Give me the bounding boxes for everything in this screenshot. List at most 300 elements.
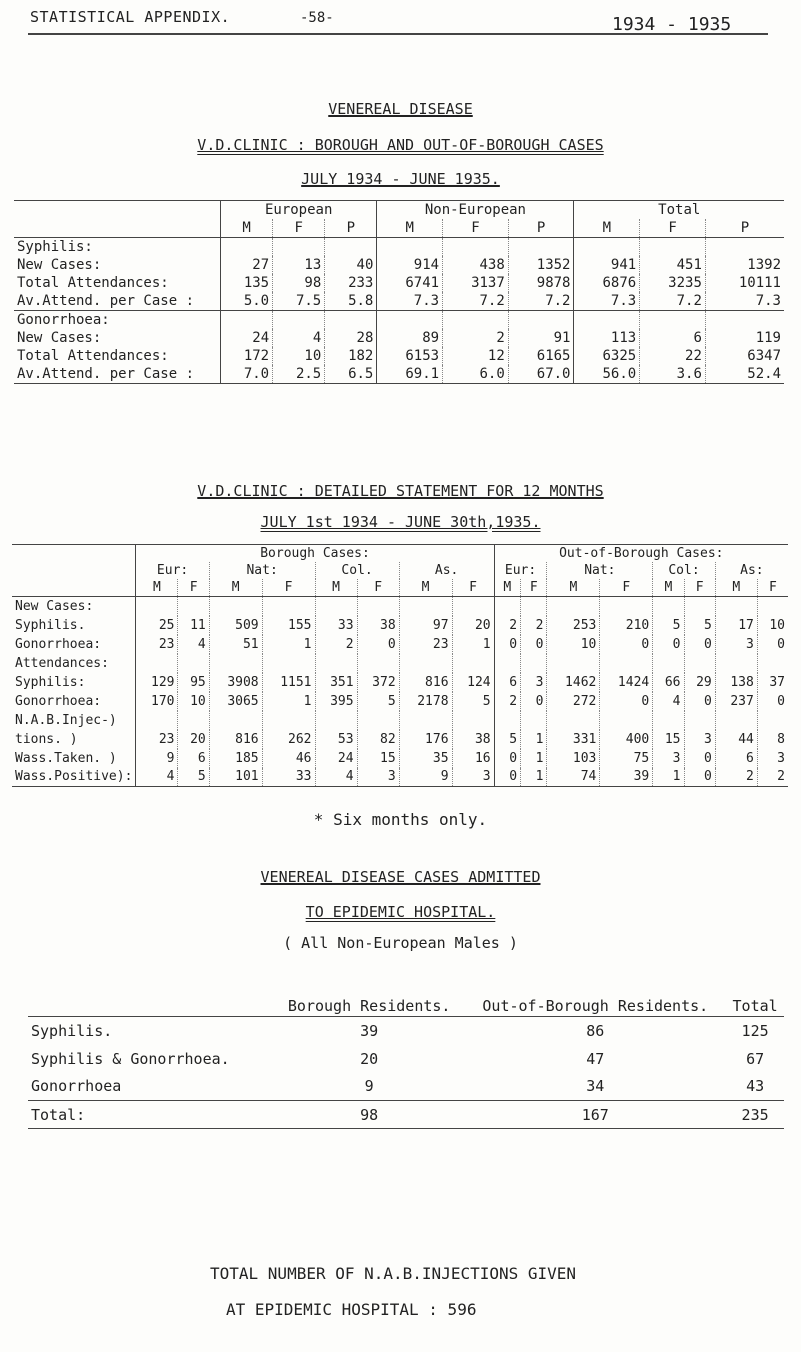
- col-header: Total: [732, 997, 778, 1015]
- table-cell: 53: [315, 730, 357, 749]
- table-cell: 74: [547, 768, 600, 787]
- table-cell: [521, 711, 547, 730]
- table-cell: 3: [777, 750, 785, 766]
- table-cell: 5: [653, 616, 684, 635]
- table-cell: 3065: [209, 692, 262, 711]
- table-cell: 3137: [443, 274, 509, 292]
- admitted-subtitle: ( All Non-European Males ): [283, 934, 518, 952]
- table-cell: 1: [262, 635, 315, 654]
- table-row: [12, 730, 788, 749]
- table-cell: 22: [640, 347, 706, 365]
- table-cell: [273, 311, 325, 330]
- table-cell: 10: [547, 635, 600, 654]
- table-cell: 24: [315, 749, 357, 768]
- table-cell: 6: [640, 329, 706, 347]
- table-cell: 56.0: [574, 365, 640, 384]
- table-row: [14, 274, 784, 292]
- row-label: Wass.Positive):: [12, 768, 136, 787]
- table-cell: [574, 311, 640, 330]
- table-cell: [757, 597, 788, 616]
- table-row: [14, 292, 784, 311]
- table-cell: 5.8: [325, 292, 377, 311]
- sex-header: F: [357, 579, 399, 597]
- table-cell: 0: [777, 693, 785, 709]
- sub-header: M: [221, 219, 273, 238]
- table-cell: [178, 654, 209, 673]
- group-header: European: [221, 201, 377, 220]
- table-cell: 6741: [377, 274, 443, 292]
- table-cell: 67.0: [508, 365, 574, 384]
- table-cell: [757, 711, 788, 730]
- row-label: Gonorrhoea:: [12, 635, 136, 654]
- table-cell: 2: [521, 616, 547, 635]
- sex-header: F: [600, 579, 653, 597]
- table-cell: [357, 654, 399, 673]
- table-cell: [600, 711, 653, 730]
- table-cell: 15: [357, 749, 399, 768]
- table-cell: 5: [684, 616, 715, 635]
- injections-total-label: TOTAL NUMBER OF N.A.B.INJECTIONS GIVEN: [210, 1264, 577, 1283]
- table-cell: 10: [273, 347, 325, 365]
- clinic-title: V.D.CLINIC : BOROUGH AND OUT-OF-BOROUGH CASES: [197, 136, 604, 154]
- row-label: Wass.Taken. ): [12, 749, 136, 768]
- table-cell: 34: [586, 1077, 605, 1096]
- table-cell: 135: [221, 274, 273, 292]
- table-cell: [494, 711, 520, 730]
- table-cell: [136, 711, 178, 730]
- table-cell: 7.2: [640, 292, 706, 311]
- table-row: [12, 616, 788, 635]
- table-cell: 33: [315, 616, 357, 635]
- table-cell: [508, 311, 574, 330]
- table-cell: 17: [715, 616, 757, 635]
- table-row: [12, 711, 788, 730]
- sub-header: F: [443, 219, 509, 238]
- table-cell: [508, 238, 574, 257]
- sex-header: M: [715, 579, 757, 597]
- table-cell: 0: [600, 635, 653, 654]
- table-cell: 5: [494, 730, 520, 749]
- row-label: Syphilis.: [31, 1021, 113, 1040]
- table-cell: 98: [273, 274, 325, 292]
- table-cell: [547, 711, 600, 730]
- table-cell: 438: [443, 256, 509, 274]
- table-cell: 0: [494, 768, 520, 787]
- table-cell: [273, 238, 325, 257]
- appendix-header: STATISTICAL APPENDIX.: [30, 8, 231, 26]
- injections-total-value: AT EPIDEMIC HOSPITAL : 596: [226, 1300, 477, 1319]
- row-label: Attendances:: [12, 654, 136, 673]
- table-row: [12, 692, 788, 711]
- table-cell: [315, 597, 357, 616]
- table-cell: [452, 654, 494, 673]
- table-cell: 47: [586, 1049, 605, 1068]
- footnote: * Six months only.: [313, 810, 488, 829]
- table-cell: 6325: [574, 347, 640, 365]
- table-cell: 0: [684, 692, 715, 711]
- table-cell: 44: [715, 730, 757, 749]
- sex-header: F: [521, 579, 547, 597]
- table-cell: 6.5: [325, 365, 377, 384]
- table-cell: 46: [262, 749, 315, 768]
- table-row: [28, 1101, 784, 1129]
- table-cell: [684, 654, 715, 673]
- table-cell: 170: [136, 692, 178, 711]
- table-cell: 6153: [377, 347, 443, 365]
- sex-header: M: [209, 579, 262, 597]
- admitted-title: VENEREAL DISEASE CASES ADMITTED: [260, 868, 541, 886]
- table-cell: 86: [586, 1021, 605, 1040]
- sub-header: M: [574, 219, 640, 238]
- table-cell: 129: [136, 673, 178, 692]
- table-cell: 2: [315, 635, 357, 654]
- table-cell: 233: [325, 274, 377, 292]
- table-cell: 0: [494, 749, 520, 768]
- table-cell: [315, 711, 357, 730]
- table-row: [14, 347, 784, 365]
- sex-header: M: [653, 579, 684, 597]
- table-cell: [262, 711, 315, 730]
- table-cell: 67: [746, 1049, 765, 1068]
- table-cell: [452, 597, 494, 616]
- table-cell: 167: [581, 1105, 609, 1124]
- table-cell: [136, 597, 178, 616]
- row-label: Syphilis.: [12, 616, 136, 635]
- table-cell: 38: [452, 730, 494, 749]
- page-number: -58-: [300, 10, 334, 26]
- table-cell: 7.2: [508, 292, 574, 311]
- row-label: New Cases:: [14, 329, 221, 347]
- table-cell: 816: [209, 730, 262, 749]
- table-row: [28, 1017, 784, 1045]
- table-cell: 4: [178, 635, 209, 654]
- table-cell: [600, 597, 653, 616]
- table-cell: 23: [136, 635, 178, 654]
- table-cell: 1: [521, 768, 547, 787]
- table-cell: [178, 597, 209, 616]
- sub-header: M: [377, 219, 443, 238]
- table-cell: 262: [262, 730, 315, 749]
- table-cell: 372: [357, 673, 399, 692]
- table-cell: [600, 654, 653, 673]
- sub-header: Col:: [653, 562, 716, 579]
- sub-header: As.: [399, 562, 494, 579]
- table-cell: [262, 654, 315, 673]
- table-cell: [209, 654, 262, 673]
- table-cell: 125: [741, 1021, 769, 1040]
- table-cell: 816: [399, 673, 452, 692]
- table-cell: 1: [521, 730, 547, 749]
- sex-header: M: [494, 579, 520, 597]
- table-cell: 66: [653, 673, 684, 692]
- table-cell: 0: [684, 768, 715, 787]
- table-cell: 0: [684, 635, 715, 654]
- group-header: Out-of-Borough Cases:: [559, 546, 724, 561]
- sex-header: M: [399, 579, 452, 597]
- table-cell: 3: [653, 749, 684, 768]
- table-cell: 38: [357, 616, 399, 635]
- table-cell: 10: [769, 617, 785, 633]
- table-cell: 33: [262, 768, 315, 787]
- table-cell: 24: [221, 329, 273, 347]
- table-cell: [547, 597, 600, 616]
- table-cell: 13: [273, 256, 325, 274]
- table-cell: 6876: [574, 274, 640, 292]
- table-cell: 138: [715, 673, 757, 692]
- table-cell: 103: [547, 749, 600, 768]
- table-cell: 2: [715, 768, 757, 787]
- table-cell: [377, 311, 443, 330]
- table-cell: 1392: [747, 257, 781, 273]
- sub-header: F: [273, 219, 325, 238]
- table-cell: 1352: [508, 256, 574, 274]
- table-cell: 23: [399, 635, 452, 654]
- sub-header: Nat:: [547, 562, 653, 579]
- table-cell: [221, 238, 273, 257]
- table-cell: 210: [600, 616, 653, 635]
- table-cell: 351: [315, 673, 357, 692]
- table-cell: 155: [262, 616, 315, 635]
- row-label: Total Attendances:: [14, 347, 221, 365]
- sex-header: F: [262, 579, 315, 597]
- table-cell: 9: [364, 1077, 374, 1096]
- table-cell: [443, 311, 509, 330]
- table-cell: 914: [377, 256, 443, 274]
- table-cell: 43: [746, 1077, 765, 1096]
- table-cell: 119: [755, 330, 781, 346]
- borough-cases-table: [14, 200, 784, 384]
- table-cell: [684, 597, 715, 616]
- table-cell: [357, 597, 399, 616]
- table-cell: 3: [521, 673, 547, 692]
- table-cell: 7.3: [377, 292, 443, 311]
- sub-header: P: [325, 219, 377, 238]
- table-cell: 69.1: [377, 365, 443, 384]
- table-row: [14, 365, 784, 384]
- table-cell: 0: [600, 692, 653, 711]
- row-label: Gonorrhoea: [31, 1077, 122, 1096]
- table-cell: [209, 711, 262, 730]
- table-cell: 2: [494, 692, 520, 711]
- table-cell: 0: [357, 635, 399, 654]
- table-cell: 89: [377, 329, 443, 347]
- table-cell: [494, 597, 520, 616]
- col-header: Borough Residents.: [287, 997, 451, 1015]
- table-cell: 52.4: [747, 366, 781, 382]
- table-cell: 237: [715, 692, 757, 711]
- hospital-title: TO EPIDEMIC HOSPITAL.: [305, 903, 496, 921]
- table-cell: 15: [653, 730, 684, 749]
- table-cell: 95: [178, 673, 209, 692]
- group-header: Total: [658, 202, 701, 218]
- table-cell: 113: [574, 329, 640, 347]
- table-cell: 185: [209, 749, 262, 768]
- row-label: Gonorrhoea:: [14, 311, 221, 330]
- table-cell: 451: [640, 256, 706, 274]
- table-cell: 331: [547, 730, 600, 749]
- table-row: [28, 1045, 784, 1073]
- table-cell: 9: [136, 749, 178, 768]
- table-cell: 91: [508, 329, 574, 347]
- table-cell: 4: [136, 768, 178, 787]
- table-cell: 9878: [508, 274, 574, 292]
- table-cell: 8: [777, 731, 785, 747]
- header-rule: [28, 33, 768, 35]
- table-cell: 28: [325, 329, 377, 347]
- table-cell: 7.0: [221, 365, 273, 384]
- table-cell: 20: [178, 730, 209, 749]
- row-label: Total:: [31, 1105, 86, 1124]
- table-cell: 39: [600, 768, 653, 787]
- table-cell: [399, 654, 452, 673]
- sub-header: Col.: [315, 562, 399, 579]
- table-cell: 176: [399, 730, 452, 749]
- table-cell: 4: [273, 329, 325, 347]
- table-cell: 3908: [209, 673, 262, 692]
- table-cell: 35: [399, 749, 452, 768]
- table-cell: [715, 654, 757, 673]
- sex-header: F: [684, 579, 715, 597]
- table-cell: 172: [221, 347, 273, 365]
- table-cell: 98: [360, 1105, 379, 1124]
- row-label: New Cases:: [12, 597, 136, 616]
- sub-header: As:: [740, 563, 764, 578]
- table-cell: 272: [547, 692, 600, 711]
- sex-header: F: [452, 579, 494, 597]
- table-cell: 6: [178, 749, 209, 768]
- table-cell: 395: [315, 692, 357, 711]
- table-row: [12, 673, 788, 692]
- table-cell: 3: [357, 768, 399, 787]
- row-label: Syphilis:: [14, 238, 221, 257]
- table-cell: [547, 654, 600, 673]
- statement-title: V.D.CLINIC : DETAILED STATEMENT FOR 12 MONTHS: [197, 482, 604, 500]
- table-cell: 39: [360, 1021, 379, 1040]
- table-cell: 6: [715, 749, 757, 768]
- table-row: [12, 654, 788, 673]
- row-label: Gonorrhoea:: [12, 692, 136, 711]
- table-cell: 3235: [640, 274, 706, 292]
- row-label: Av.Attend. per Case :: [14, 292, 221, 311]
- table-cell: 10111: [738, 275, 781, 291]
- table-cell: 6: [494, 673, 520, 692]
- table-cell: [325, 311, 377, 330]
- table-cell: [521, 654, 547, 673]
- table-cell: [221, 311, 273, 330]
- table-cell: 51: [209, 635, 262, 654]
- sub-header: F: [640, 219, 706, 238]
- col-header: Out-of-Borough Residents.: [482, 997, 709, 1015]
- table-cell: 1: [262, 692, 315, 711]
- table-cell: 3: [684, 730, 715, 749]
- table-cell: 5: [178, 768, 209, 787]
- table-cell: 9: [399, 768, 452, 787]
- sub-header: Eur:: [136, 562, 209, 579]
- table-row: [14, 238, 784, 257]
- table-cell: [757, 654, 788, 673]
- table-cell: 235: [741, 1105, 769, 1124]
- table-cell: 0: [684, 749, 715, 768]
- table-cell: 509: [209, 616, 262, 635]
- table-cell: [315, 654, 357, 673]
- table-cell: 182: [325, 347, 377, 365]
- table-row: [12, 749, 788, 768]
- table-cell: [705, 238, 784, 257]
- table-cell: [452, 711, 494, 730]
- table-cell: 29: [684, 673, 715, 692]
- table-cell: 0: [521, 692, 547, 711]
- sub-header: P: [740, 220, 750, 236]
- section-title: VENEREAL DISEASE: [328, 100, 473, 118]
- table-cell: 0: [521, 635, 547, 654]
- table-cell: [653, 597, 684, 616]
- table-cell: [521, 597, 547, 616]
- table-cell: 101: [209, 768, 262, 787]
- table-cell: 0: [494, 635, 520, 654]
- table-cell: 2: [443, 329, 509, 347]
- table-cell: [399, 711, 452, 730]
- table-cell: [653, 654, 684, 673]
- table-cell: 4: [315, 768, 357, 787]
- table-cell: 3: [715, 635, 757, 654]
- table-cell: 12: [443, 347, 509, 365]
- table-cell: [684, 711, 715, 730]
- year-range: 1934 - 1935: [612, 14, 732, 35]
- row-label: N.A.B.Injec-): [12, 711, 136, 730]
- table-cell: 20: [360, 1049, 379, 1068]
- sub-header: Eur:: [494, 562, 547, 579]
- table-cell: [136, 654, 178, 673]
- row-label: Syphilis:: [12, 673, 136, 692]
- table-cell: [574, 238, 640, 257]
- table-cell: 7.3: [755, 293, 781, 309]
- table-cell: 1: [452, 635, 494, 654]
- table-row: [14, 329, 784, 347]
- table-cell: 37: [769, 674, 785, 690]
- table-cell: 0: [777, 636, 785, 652]
- table-cell: 40: [325, 256, 377, 274]
- table-row: [12, 597, 788, 616]
- table-cell: 1: [521, 749, 547, 768]
- table-cell: 1151: [262, 673, 315, 692]
- table-row: [12, 635, 788, 654]
- table-cell: 1462: [547, 673, 600, 692]
- table-cell: [715, 711, 757, 730]
- table-row: [14, 311, 784, 330]
- table-cell: [653, 711, 684, 730]
- table-cell: [494, 654, 520, 673]
- group-header: Borough Cases:: [136, 545, 494, 563]
- row-label: New Cases:: [14, 256, 221, 274]
- table-cell: 20: [452, 616, 494, 635]
- table-cell: 253: [547, 616, 600, 635]
- table-cell: 124: [452, 673, 494, 692]
- table-cell: 23: [136, 730, 178, 749]
- table-cell: 82: [357, 730, 399, 749]
- detailed-statement-table: [12, 544, 788, 787]
- table-cell: 97: [399, 616, 452, 635]
- table-cell: 1424: [600, 673, 653, 692]
- table-cell: 6.0: [443, 365, 509, 384]
- table-cell: [705, 311, 784, 330]
- table-row: [12, 768, 788, 787]
- table-cell: [399, 597, 452, 616]
- table-cell: 0: [653, 635, 684, 654]
- table-cell: 5: [357, 692, 399, 711]
- table-cell: 7.3: [574, 292, 640, 311]
- sex-header: M: [136, 579, 178, 597]
- table-cell: 2: [494, 616, 520, 635]
